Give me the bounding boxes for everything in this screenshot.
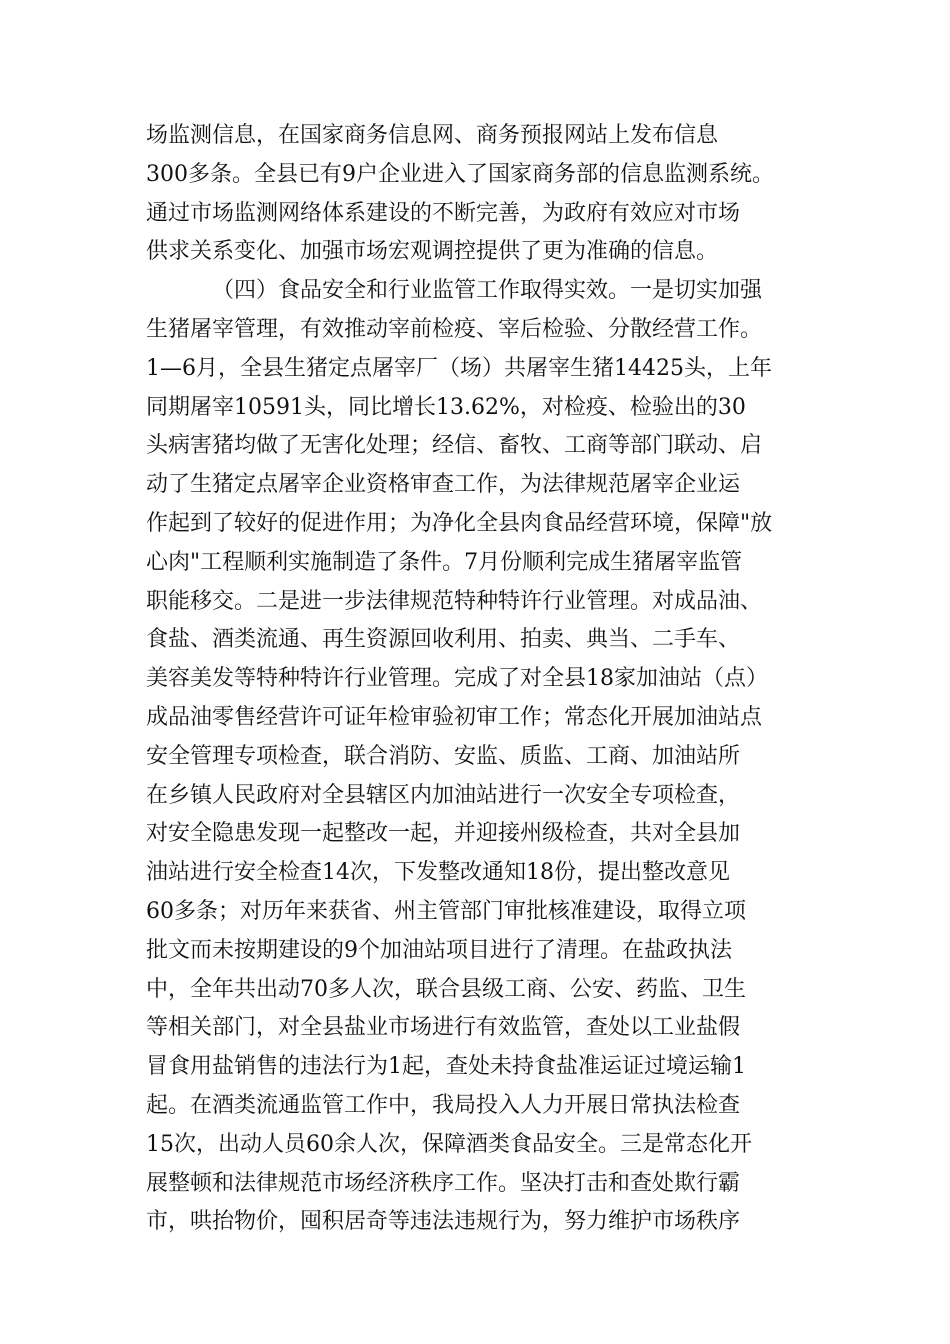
text-line: 中，全年共出动70多人次，联合县级工商、公安、药监、卫生 [146,976,746,1002]
text-line: 300多条。全县已有9户企业进入了国家商务部的信息监测系统。 [146,161,774,187]
text-line: 生猪屠宰管理，有效推动宰前检疫、宰后检验、分散经营工作。 [146,316,763,342]
text-line: 供求关系变化、加强市场宏观调控提供了更为准确的信息。 [146,239,719,265]
text-line: 在乡镇人民政府对全县辖区内加油站进行一次安全专项检查， [146,782,741,808]
text-line: 60多条；对历年来获省、州主管部门审批核准建设，取得立项 [146,898,746,924]
text-line: 1—6月，全县生猪定点屠宰厂（场）共屠宰生猪14425头，上年 [146,355,772,381]
text-line: 心肉"工程顺利实施制造了条件。7月份顺利完成生猪屠宰监管 [146,549,743,575]
text-line: 油站进行安全检查14次，下发整改通知18份，提出整改意见 [146,860,730,886]
text-line: 美容美发等特种特许行业管理。完成了对全县18家加油站（点） [146,666,768,692]
text-line: 起。在酒类流通监管工作中，我局投入人力开展日常执法检查 [146,1092,741,1118]
section-heading-line: （四）食品安全和行业监管工作取得实效。一是切实加强 [212,278,763,304]
text-line: 冒食用盐销售的违法行为1起，查处未持食盐准运证过境运输1 [146,1054,746,1080]
text-line: 对安全隐患发现一起整改一起，并迎接州级检查，共对全县加 [146,821,741,847]
text-line: 等相关部门，对全县盐业市场进行有效监管，查处以工业盐假 [146,1015,741,1041]
text-line: 职能移交。二是进一步法律规范特种特许行业管理。对成品油、 [146,588,763,614]
text-line: 市，哄抬物价，囤积居奇等违法违规行为，努力维护市场秩序 [146,1209,741,1235]
text-line: 通过市场监测网络体系建设的不断完善，为政府有效应对市场 [146,200,741,226]
text-line: 批文而未按期建设的9个加油站项目进行了清理。在盐政执法 [146,937,732,963]
text-line: 头病害猪均做了无害化处理；经信、畜牧、工商等部门联动、启 [146,433,763,459]
document-body [146,117,826,1242]
text-line: 同期屠宰10591头，同比增长13.62%，对检疫、检验出的30 [146,394,746,420]
text-line: 食盐、酒类流通、再生资源回收利用、拍卖、典当、二手车、 [146,627,741,653]
text-line: 安全管理专项检查，联合消防、安监、质监、工商、加油站所 [146,743,741,769]
text-line: 15次，出动人员60余人次，保障酒类食品安全。三是常态化开 [146,1131,752,1157]
text-line: 展整顿和法律规范市场经济秩序工作。坚决打击和查处欺行霸 [146,1170,741,1196]
text-line: 成品油零售经营许可证年检审验初审工作；常态化开展加油站点 [146,704,763,730]
text-line: 场监测信息，在国家商务信息网、商务预报网站上发布信息 [146,123,719,148]
text-line: 动了生猪定点屠宰企业资格审查工作，为法律规范屠宰企业运 [146,472,741,498]
text-line: 作起到了较好的促进作用；为净化全县肉食品经营环境，保障"放 [146,510,773,536]
